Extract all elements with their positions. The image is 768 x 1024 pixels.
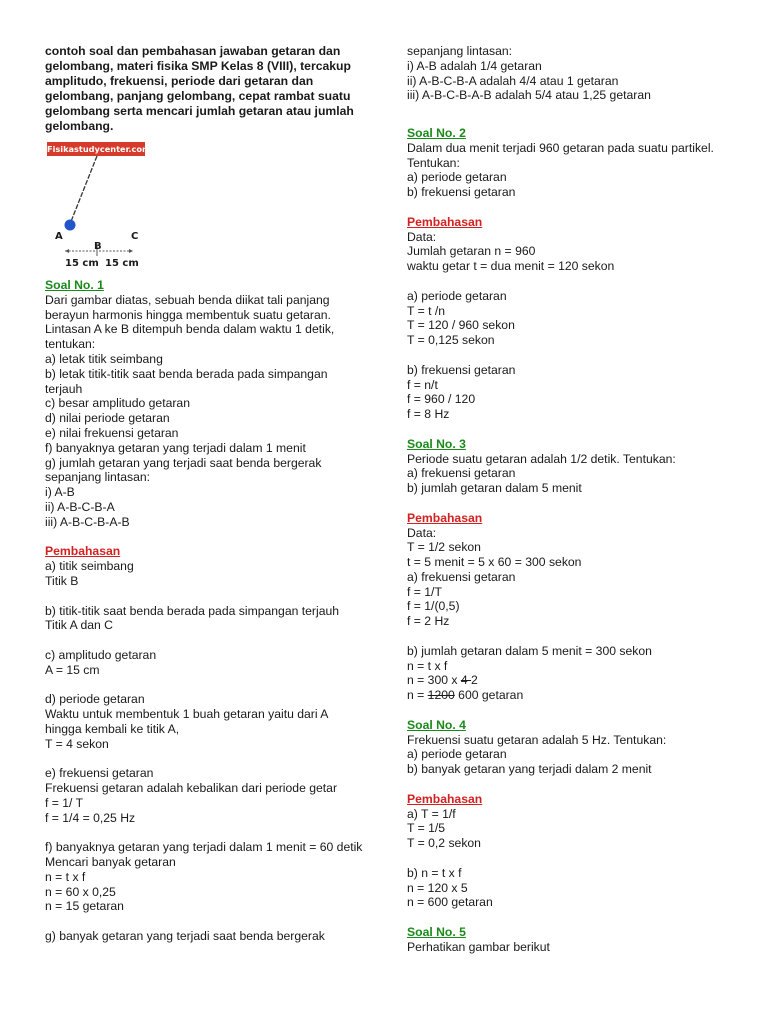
soal-4-line: a) periode getaran	[407, 747, 507, 762]
answer-line: n = t x f	[45, 869, 86, 884]
soal-3-line: Periode suatu getaran adalah 1/2 detik. Tentukan:	[407, 451, 676, 466]
soal-1-item: iii) A-B-C-B-A-B	[45, 514, 130, 529]
soal-1-item: b) letak titik-titik saat benda berada pada simpangan terjauh	[45, 366, 328, 396]
right-column	[407, 44, 727, 955]
answer-line: Waktu untuk membentuk 1 buah getaran yaitu dari A hingga kembali ke titik A,	[45, 707, 328, 736]
answer-line: f = 1/4 = 0,25 Hz	[45, 810, 136, 825]
answer-text: n =	[407, 688, 428, 703]
soal-2-heading: Soal No. 2	[407, 125, 466, 140]
answer-line: d) periode getaran	[45, 692, 145, 707]
soal-2-line: b) frekuensi getaran	[407, 185, 516, 200]
answer-line: n = 60 x 0,25	[45, 884, 116, 899]
soal-5-line: Perhatikan gambar berikut	[407, 939, 550, 954]
answer-line: f = 960 / 120	[407, 392, 476, 407]
soal-1-item: c) besar amplitudo getaran	[45, 396, 190, 411]
soal-1-text: Dari gambar diatas, sebuah benda diikat tali panjang berayun harmonis hingga membentuk suatu getaran. Lintasan A ke B ditempuh benda dalam waktu 1 detik, tentukan:	[45, 292, 335, 352]
answer-line: b) n = t x f	[407, 865, 462, 880]
answer-line: T = 0,2 sekon	[407, 836, 481, 851]
pendulum-string	[70, 156, 97, 224]
answer-line: Mencari banyak getaran	[45, 855, 176, 870]
answer-line: t = 5 menit = 5 x 60 = 300 sekon	[407, 555, 582, 570]
answer-line: n = 600 getaran	[407, 895, 493, 910]
answer-line: Titik B	[45, 573, 79, 588]
soal-1-item: d) nilai periode getaran	[45, 411, 170, 426]
answer-line: a) titik seimbang	[45, 559, 134, 574]
struck-value: 1200	[427, 688, 455, 703]
answer-line	[407, 688, 727, 703]
soal-2-line: Tentukan:	[407, 155, 460, 170]
answer-line: f = 2 Hz	[407, 614, 450, 629]
pendulum-figure	[45, 140, 155, 268]
soal-2-line: a) periode getaran	[407, 170, 507, 185]
soal-1-item: a) letak titik seimbang	[45, 351, 163, 366]
answer-line: f = 8 Hz	[407, 407, 450, 422]
struck-value: 4	[460, 673, 472, 688]
answer-text: 600 getaran	[454, 688, 524, 703]
answer-text: 2	[471, 673, 478, 688]
answer-line: b) jumlah getaran dalam 5 menit = 300 sekon	[407, 643, 652, 658]
answer-line: n = 120 x 5	[407, 880, 468, 895]
soal-3-line: a) frekuensi getaran	[407, 466, 516, 481]
soal-4-line: b) banyak getaran yang terjadi dalam 2 menit	[407, 762, 652, 777]
soal-5-heading: Soal No. 5	[407, 925, 466, 940]
arrow-head-left	[65, 249, 69, 253]
answer-line: a) T = 1/f	[407, 806, 456, 821]
answer-line: f = n/t	[407, 377, 438, 392]
answer-line: Jumlah getaran n = 960	[407, 244, 536, 259]
answer-line: A = 15 cm	[45, 662, 100, 677]
answer-line	[407, 673, 727, 688]
answer-line: T = 120 / 960 sekon	[407, 318, 515, 333]
pembahasan-4-heading: Pembahasan	[407, 791, 483, 806]
pendulum-ball	[65, 220, 76, 231]
answer-line: Titik A dan C	[45, 618, 113, 633]
soal-3-heading: Soal No. 3	[407, 436, 466, 451]
pembahasan-3-heading: Pembahasan	[407, 510, 483, 525]
soal-4-line: Frekuensi suatu getaran adalah 5 Hz. Tentukan:	[407, 732, 667, 747]
answer-line: T = 1/5	[407, 821, 446, 836]
answer-line: ii) A-B-C-B-A adalah 4/4 atau 1 getaran	[407, 73, 619, 88]
soal-4-heading: Soal No. 4	[407, 717, 466, 732]
pembahasan-2-heading: Pembahasan	[407, 214, 483, 229]
label-a: A	[55, 231, 63, 242]
answer-line: iii) A-B-C-B-A-B adalah 5/4 atau 1,25 getaran	[407, 88, 651, 103]
answer-line: b) titik-titik saat benda berada pada simpangan terjauh	[45, 603, 340, 618]
label-b: B	[94, 241, 102, 252]
answer-line: a) periode getaran	[407, 288, 507, 303]
soal-1-item: g) jumlah getaran yang terjadi saat benda bergerak sepanjang lintasan:	[45, 455, 322, 485]
soal-1-item: ii) A-B-C-B-A	[45, 499, 115, 514]
answer-line: waktu getar t = dua menit = 120 sekon	[407, 259, 615, 274]
soal-2-line: Dalam dua menit terjadi 960 getaran pada suatu partikel.	[407, 140, 714, 155]
intro-paragraph: contoh soal dan pembahasan jawaban getaran dan gelombang, materi fisika SMP Kelas 8 (VIII), tercakup amplitudo, frekuensi, periode dari getaran dan gelombang, panjang gelombang, cepat rambat suatu gelombang serta mencari jumlah getaran atau jumlah gelombang.	[45, 44, 354, 133]
distance-label-right: 15 cm	[105, 258, 139, 269]
answer-line: T = 1/2 sekon	[407, 540, 481, 555]
answer-line: n = t x f	[407, 658, 448, 673]
answer-line: c) amplitudo getaran	[45, 647, 157, 662]
soal-1-item: e) nilai frekuensi getaran	[45, 425, 179, 440]
distance-label-left: 15 cm	[65, 258, 99, 269]
answer-text: n = 300 x	[407, 673, 461, 688]
pembahasan-1-heading: Pembahasan	[45, 544, 121, 559]
answer-line: a) frekuensi getaran	[407, 569, 516, 584]
label-c: C	[131, 231, 139, 242]
answer-line: e) frekuensi getaran	[45, 766, 154, 781]
left-column	[45, 44, 365, 944]
answer-line: f = 1/ T	[45, 795, 84, 810]
arrow-head-right	[129, 249, 133, 253]
soal-3-line: b) jumlah getaran dalam 5 menit	[407, 481, 582, 496]
answer-line: f = 1/T	[407, 584, 442, 599]
answer-line: g) banyak getaran yang terjadi saat benda bergerak	[45, 929, 325, 944]
answer-line: T = 0,125 sekon	[407, 333, 495, 348]
soal-1-item: i) A-B	[45, 485, 75, 500]
answer-line: f) banyaknya getaran yang terjadi dalam 1 menit = 60 detik	[45, 840, 363, 855]
soal-1-item: f) banyaknya getaran yang terjadi dalam 1 menit	[45, 440, 306, 455]
answer-line: f = 1/(0,5)	[407, 599, 460, 614]
answer-line: T = 4 sekon	[45, 736, 109, 751]
answer-line: Data:	[407, 229, 437, 244]
answer-line: Data:	[407, 525, 437, 540]
answer-line: i) A-B adalah 1/4 getaran	[407, 58, 542, 73]
soal-1-heading: Soal No. 1	[45, 278, 104, 292]
answer-line: T = t /n	[407, 303, 446, 318]
answer-line: sepanjang lintasan:	[407, 44, 513, 58]
answer-line: Frekuensi getaran adalah kebalikan dari periode getar	[45, 781, 338, 796]
answer-line: n = 15 getaran	[45, 899, 124, 914]
figure-watermark-banner: Fisikastudycenter.com	[47, 144, 151, 154]
answer-line: b) frekuensi getaran	[407, 362, 516, 377]
